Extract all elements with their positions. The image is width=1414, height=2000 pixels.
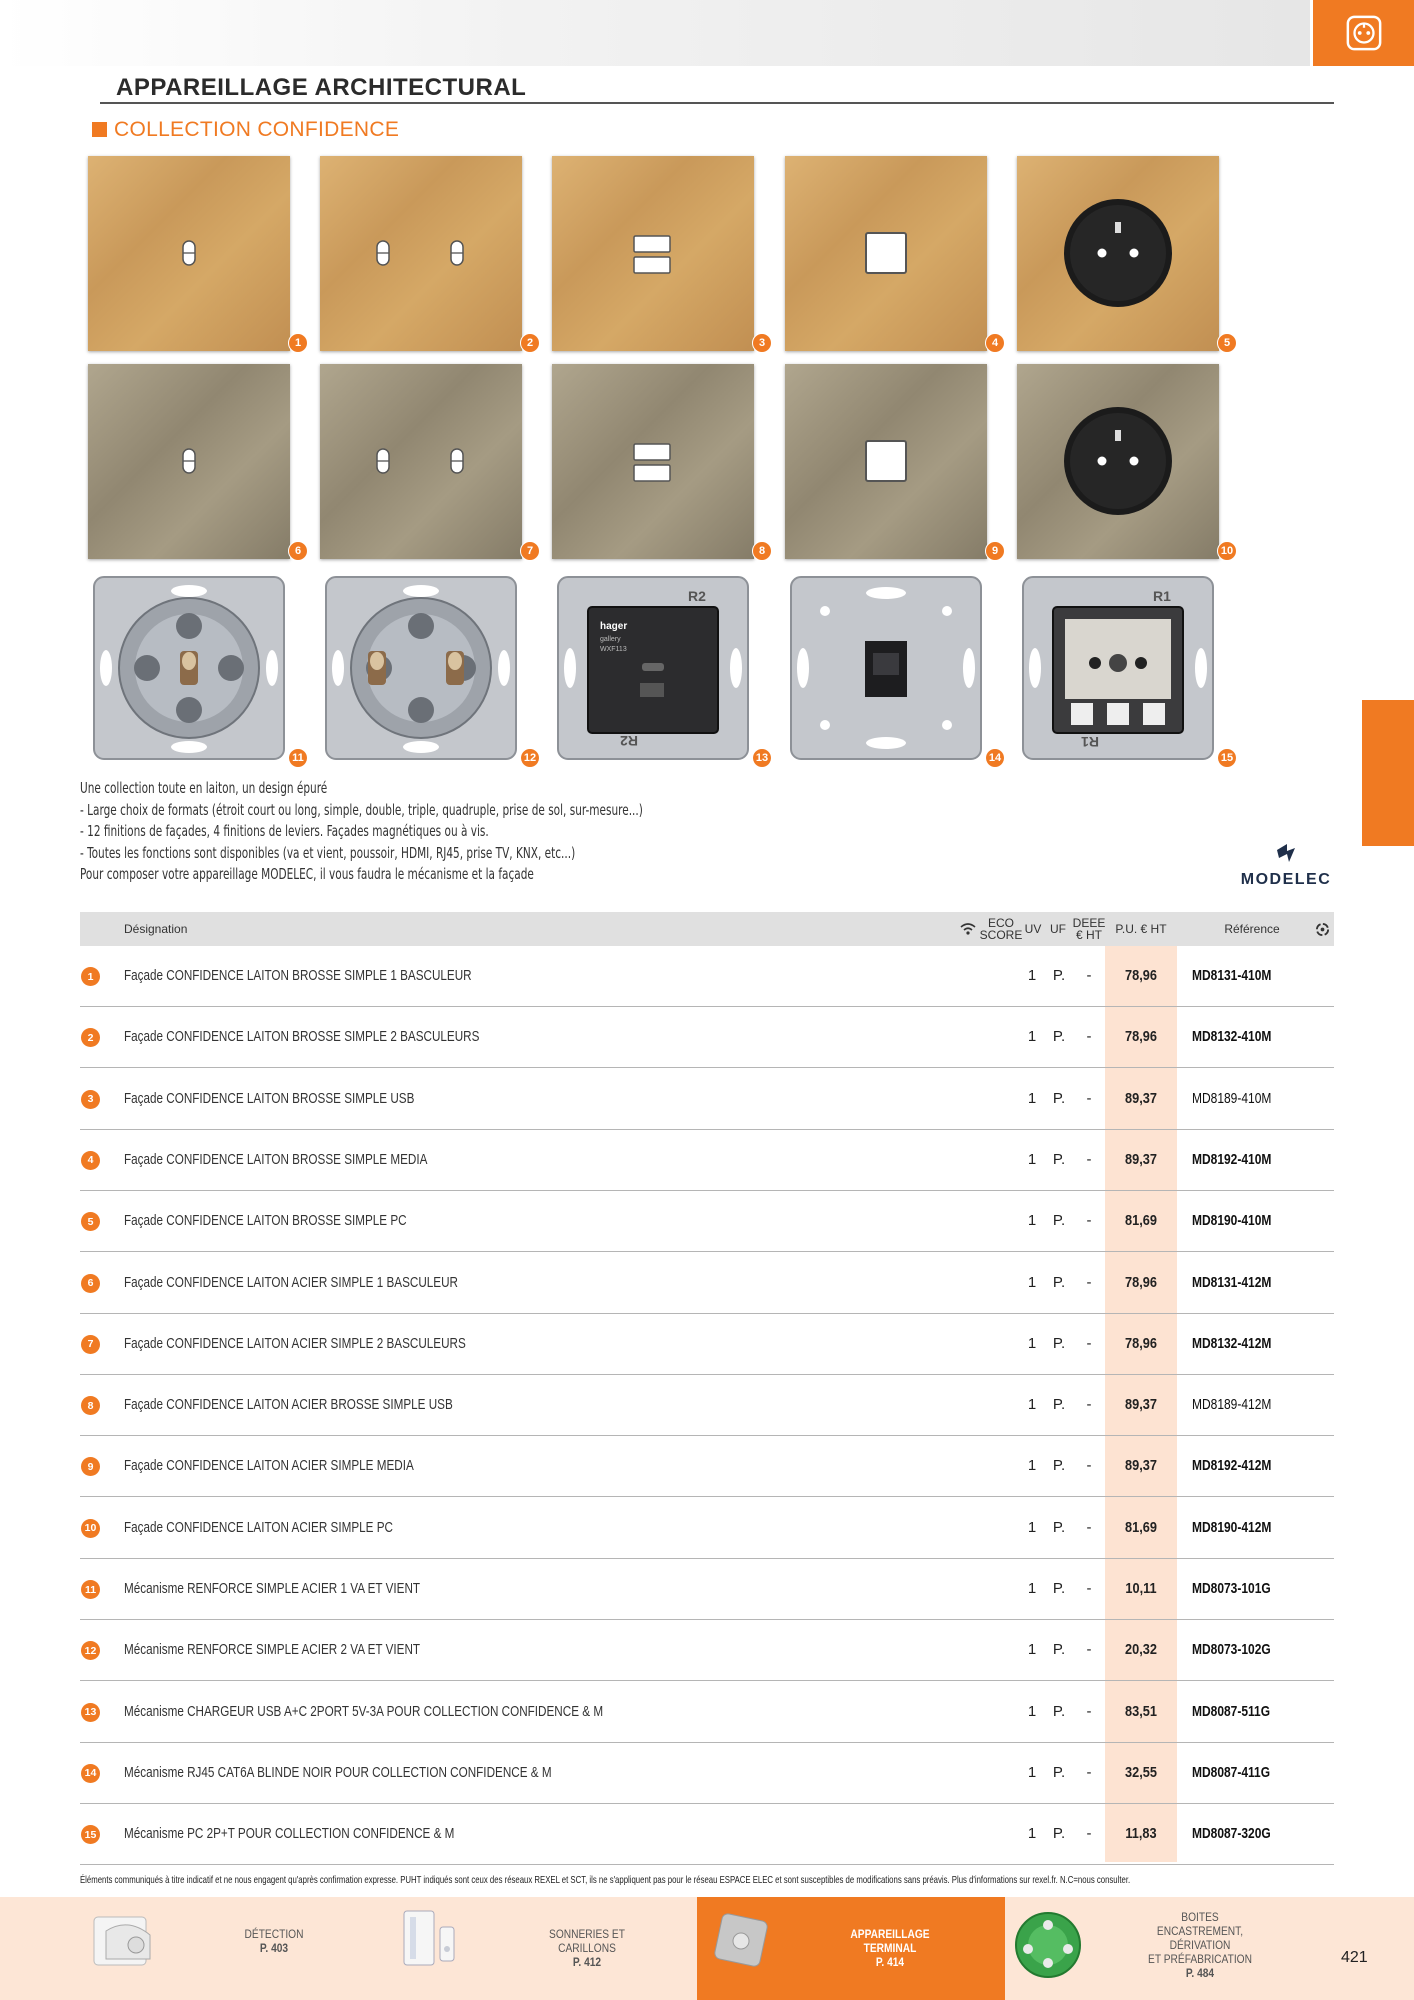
uf-cell: P. [1052,1641,1066,1659]
reference-cell: MD8131-412M [1192,1273,1272,1291]
product-number-badge: 6 [288,541,308,561]
product-tile-11 [88,571,304,766]
uv-cell: 1 [1027,1518,1037,1536]
header-deee-line1: DEEE [1072,916,1106,930]
deee-cell: - [1086,1825,1092,1843]
junction-box-thumb [1010,1907,1086,1988]
uf-cell: P. [1052,1089,1066,1107]
faceplate-image [785,364,987,559]
footer-page: P. 414 [875,1955,905,1969]
row-number-badge: 15 [81,1825,100,1844]
footer-label: APPAREILLAGE TERMINAL [850,1927,930,1955]
price-cell: 89,37 [1125,1150,1157,1168]
uv-cell: 1 [1027,967,1037,984]
footer-link-boites[interactable] [1141,1910,1260,1980]
deee-cell: - [1086,1212,1092,1230]
doorbell-thumb [390,1905,470,1976]
footer-nav [0,1897,1414,2000]
product-tile-3 [552,156,766,351]
price-cell: 78,96 [1125,1028,1157,1046]
footer-page: P. 403 [259,1941,289,1955]
mech-single-illustration [88,571,290,766]
deee-cell: - [1086,1457,1092,1475]
designation-cell: Façade CONFIDENCE LAITON ACIER SIMPLE 2 BASCULEURS [124,1334,466,1352]
svg-text:R1: R1 [1081,734,1099,750]
reference-cell: MD8132-412M [1192,1334,1272,1352]
uv-cell: 1 [1027,1396,1037,1414]
deee-cell: - [1086,1150,1092,1168]
corner-tab [1313,0,1414,66]
uf-cell: P. [1052,1212,1066,1230]
header-designation: Désignation [124,922,188,936]
uv-cell: 1 [1027,1212,1037,1230]
uf-cell: P. [1052,1702,1066,1720]
footer-page: P. 484 [1185,1966,1215,1980]
brand-logo [1236,842,1336,889]
row-number-badge: 4 [81,1151,100,1170]
socket-illustration [1017,156,1219,351]
product-tile-13 [552,571,769,766]
row-number-badge: 13 [81,1703,100,1722]
product-tile-4 [785,156,999,351]
faceplate-image [88,364,290,559]
product-number-badge: 13 [752,748,772,768]
header-eco-score [979,912,1023,946]
product-number-badge: 4 [985,333,1005,353]
designation-cell: Mécanisme RENFORCE SIMPLE ACIER 1 VA ET VIENT [124,1580,421,1597]
reference-cell: MD8087-511G [1192,1702,1271,1720]
svg-text:R2: R2 [620,733,638,749]
switch-plate-thumb [704,1909,780,1984]
legal-notice: Éléments communiqués à titre indicatif et ne nous engagent qu'après confirmation expresse. PUHT indiqués sont ceux des réseaux REXEL et SCT, ils ne s'appliquent pas pour le réseau ESPACE ELEC et sont susceptibles de modifications sans préavis. Plus d'informations sur rexel.fr. N.C=nous consulter. [80,1874,1131,1886]
product-number-badge: 9 [985,541,1005,561]
row-number-badge: 11 [81,1580,100,1599]
uv-cell: 1 [1027,1702,1037,1720]
footer-label: ET PRÉFABRICATION [1148,1952,1252,1966]
table-row [80,1191,1334,1252]
product-number-badge: 10 [1217,541,1237,561]
product-number-badge: 3 [752,333,772,353]
mechanism-image [320,571,522,766]
price-cell: 81,69 [1125,1518,1157,1536]
designation-cell: Façade CONFIDENCE LAITON ACIER BROSSE SIMPLE USB [124,1396,453,1414]
uv-cell: 1 [1027,1273,1037,1291]
mechanism-image [88,571,290,766]
price-cell: 78,96 [1125,967,1157,984]
product-tile-14 [785,571,1002,766]
double-lever-illustration [320,156,522,351]
deee-cell: - [1086,1028,1092,1046]
svg-text:R1: R1 [1153,588,1171,604]
uv-cell: 1 [1027,1825,1037,1843]
designation-cell: Façade CONFIDENCE LAITON BROSSE SIMPLE MEDIA [124,1150,428,1168]
table-row [80,1682,1334,1743]
description-line: - 12 finitions de façades, 4 finitions de leviers. Façades magnétiques ou à vis. [80,822,489,840]
table-row [80,1559,1334,1620]
designation-cell: Façade CONFIDENCE LAITON ACIER SIMPLE PC [124,1518,393,1536]
footer-label: DÉTECTION [244,1927,304,1941]
title-rule [100,102,1334,104]
row-number-badge: 1 [81,967,100,986]
motion-detector-thumb [88,1909,164,1974]
deee-cell: - [1086,1641,1092,1659]
reference-cell: MD8189-410M [1192,1089,1272,1107]
single-lever-illustration [88,364,290,559]
price-cell: 10,11 [1125,1580,1157,1597]
product-number-badge: 14 [985,748,1005,768]
product-tile-2 [320,156,534,351]
uf-cell: P. [1052,1150,1066,1168]
product-tile-7 [320,364,534,559]
media-illustration [785,156,987,351]
page-title: APPAREILLAGE ARCHITECTURAL [116,74,527,101]
price-cell: 89,37 [1125,1396,1157,1414]
single-lever-illustration [88,156,290,351]
reference-cell: MD8132-410M [1192,1028,1272,1046]
product-number-badge: 7 [520,541,540,561]
mechanism-image [552,571,754,766]
socket-icon [1345,14,1383,52]
faceplate-image [552,156,754,351]
header-deee-line2: € HT [1075,928,1102,942]
recycle-icon [1312,912,1332,946]
product-tile-15 [1017,571,1234,766]
reference-cell: MD8087-411G [1192,1763,1271,1781]
footer-link-appareillage[interactable] [824,1927,957,1969]
uv-cell: 1 [1027,1089,1037,1107]
designation-cell: Façade CONFIDENCE LAITON ACIER SIMPLE MEDIA [124,1457,414,1475]
footer-label: SONNERIES ET CARILLONS [549,1927,625,1955]
reference-cell: MD8073-101G [1192,1580,1271,1597]
uf-cell: P. [1052,1763,1066,1781]
price-cell: 78,96 [1125,1334,1157,1352]
product-tile-5 [1017,156,1231,351]
reference-cell: MD8190-412M [1192,1518,1272,1536]
svg-text:WXF113: WXF113 [600,646,627,653]
faceplate-image [320,156,522,351]
wifi-icon [957,912,979,946]
faceplate-image [552,364,754,559]
deee-cell: - [1086,1518,1092,1536]
svg-text:hager: hager [600,621,628,632]
footer-label: DÉRIVATION [1169,1938,1231,1952]
table-row [80,1436,1334,1497]
product-number-badge: 11 [288,748,308,768]
product-number-badge: 12 [520,748,540,768]
table-row [80,1069,1334,1130]
reference-cell: MD8087-320G [1192,1825,1271,1843]
faceplate-image [1017,364,1219,559]
designation-cell: Mécanisme RJ45 CAT6A BLINDE NOIR POUR COLLECTION CONFIDENCE & M [124,1763,552,1781]
product-number-badge: 2 [520,333,540,353]
designation-cell: Façade CONFIDENCE LAITON ACIER SIMPLE 1 BASCULEUR [124,1273,458,1291]
header-price: P.U. € HT [1115,922,1167,936]
product-tile-1 [88,156,302,351]
table-row [80,946,1334,1007]
designation-cell: Mécanisme RENFORCE SIMPLE ACIER 2 VA ET VIENT [124,1641,421,1659]
uv-cell: 1 [1027,1334,1037,1352]
deee-cell: - [1086,1763,1092,1781]
table-header [80,912,1334,946]
reference-cell: MD8192-410M [1192,1150,1272,1168]
section-title: COLLECTION CONFIDENCE [114,118,400,141]
faceplate-image [785,156,987,351]
table-row [80,1375,1334,1436]
mechanism-image [1017,571,1219,766]
uf-cell: P. [1052,1396,1066,1414]
uv-cell: 1 [1027,1763,1037,1781]
reference-cell: MD8192-412M [1192,1457,1272,1475]
deee-cell: - [1086,1580,1092,1597]
deee-cell: - [1086,967,1092,984]
mech-usb-illustration [552,571,754,766]
price-cell: 11,83 [1125,1825,1157,1843]
description-line: - Toutes les fonctions sont disponibles (va et vient, poussoir, HDMI, RJ45, prise TV, KNX, etc...) [80,843,576,862]
faceplate-image [1017,156,1219,351]
designation-cell: Mécanisme PC 2P+T POUR COLLECTION CONFIDENCE & M [124,1825,455,1843]
row-number-badge: 9 [81,1457,100,1476]
row-number-badge: 3 [81,1090,100,1109]
price-cell: 89,37 [1125,1089,1157,1107]
faceplate-image [88,156,290,351]
table-row [80,1007,1334,1068]
price-cell: 89,37 [1125,1457,1157,1475]
designation-cell: Façade CONFIDENCE LAITON BROSSE SIMPLE USB [124,1089,415,1107]
usb-illustration [552,156,754,351]
svg-text:R2: R2 [688,588,706,604]
reference-cell: MD8131-410M [1192,967,1272,984]
uv-cell: 1 [1027,1150,1037,1168]
chapter-side-tab [1362,700,1414,846]
modelec-mark-icon [1273,842,1299,864]
socket-illustration [1017,364,1219,559]
uf-cell: P. [1052,1580,1066,1597]
product-tile-10 [1017,364,1234,559]
mech-pc-illustration [1017,571,1219,766]
media-illustration [785,364,987,559]
faceplate-image [320,364,522,559]
uf-cell: P. [1052,1273,1066,1291]
table-row [80,1804,1334,1865]
designation-cell: Mécanisme CHARGEUR USB A+C 2PORT 5V-3A POUR COLLECTION CONFIDENCE & M [124,1702,604,1720]
table-row [80,1620,1334,1681]
product-tile-8 [552,364,766,559]
row-number-badge: 8 [81,1396,100,1415]
footer-label: BOITES ENCASTREMENT, [1156,1910,1244,1938]
deee-cell: - [1086,1089,1092,1107]
table-row [80,1253,1334,1314]
usb-illustration [552,364,754,559]
row-number-badge: 12 [81,1641,100,1660]
row-number-badge: 2 [81,1028,100,1047]
uv-cell: 1 [1027,1580,1037,1597]
double-lever-illustration [320,364,522,559]
reference-cell: MD8189-412M [1192,1396,1272,1414]
uv-cell: 1 [1027,1641,1037,1659]
uf-cell: P. [1052,1518,1066,1536]
deee-cell: - [1086,1702,1092,1720]
uv-cell: 1 [1027,1457,1037,1475]
uf-cell: P. [1052,1028,1066,1046]
reference-cell: MD8190-410M [1192,1212,1272,1230]
product-number-badge: 1 [288,333,308,353]
page-number: 421 [1341,1949,1368,1966]
reference-cell: MD8073-102G [1192,1641,1271,1659]
uf-cell: P. [1052,1334,1066,1352]
mechanism-image [785,571,987,766]
header-eco-line1: ECO [987,916,1014,930]
uf-cell: P. [1052,967,1066,984]
top-band [0,0,1310,66]
deee-cell: - [1086,1273,1092,1291]
table-row [80,1743,1334,1804]
table-row [80,1130,1334,1191]
collection-description [80,778,643,886]
brand-name: MODELEC [1240,871,1332,888]
uf-cell: P. [1052,1457,1066,1475]
price-cell: 78,96 [1125,1273,1157,1291]
footer-link-detection[interactable] [230,1927,318,1955]
product-number-badge: 8 [752,541,772,561]
mech-rj45-illustration [785,571,987,766]
product-tile-9 [785,364,999,559]
description-line: - Large choix de formats (étroit court ou long, simple, double, triple, quadruple, prise de sol, sur-mesure...) [80,800,643,819]
designation-cell: Façade CONFIDENCE LAITON BROSSE SIMPLE 1 BASCULEUR [124,967,472,984]
designation-cell: Façade CONFIDENCE LAITON BROSSE SIMPLE PC [124,1212,407,1230]
price-cell: 32,55 [1125,1763,1157,1781]
header-eco-line2: SCORE [979,928,1023,942]
svg-text:gallery: gallery [600,636,621,643]
row-number-badge: 5 [81,1212,100,1231]
uv-cell: 1 [1027,1028,1037,1046]
header-uv: UV [1024,922,1042,936]
designation-cell: Façade CONFIDENCE LAITON BROSSE SIMPLE 2 BASCULEURS [124,1028,480,1046]
deee-cell: - [1086,1396,1092,1414]
product-tile-6 [88,364,302,559]
mech-double-illustration [320,571,522,766]
row-number-badge: 14 [81,1764,100,1783]
table-row [80,1314,1334,1375]
product-number-badge: 5 [1217,333,1237,353]
table-row [80,1498,1334,1559]
header-reference: Référence [1224,922,1280,936]
row-number-badge: 7 [81,1335,100,1354]
row-number-badge: 6 [81,1274,100,1293]
section-marker [92,122,107,137]
price-cell: 20,32 [1125,1641,1157,1659]
description-line: Une collection toute en laiton, un design épuré [80,779,328,797]
description-line: Pour composer votre appareillage MODELEC, il vous faudra le mécanisme et la façade [80,865,534,883]
footer-page: P. 412 [572,1955,602,1969]
footer-link-sonneries[interactable] [523,1927,651,1969]
header-uf: UF [1050,922,1066,936]
price-cell: 81,69 [1125,1212,1157,1230]
product-number-badge: 15 [1217,748,1237,768]
price-cell: 83,51 [1125,1702,1157,1720]
header-deee [1072,912,1106,946]
row-number-badge: 10 [81,1519,100,1538]
uf-cell: P. [1052,1825,1066,1843]
deee-cell: - [1086,1334,1092,1352]
product-tile-12 [320,571,537,766]
